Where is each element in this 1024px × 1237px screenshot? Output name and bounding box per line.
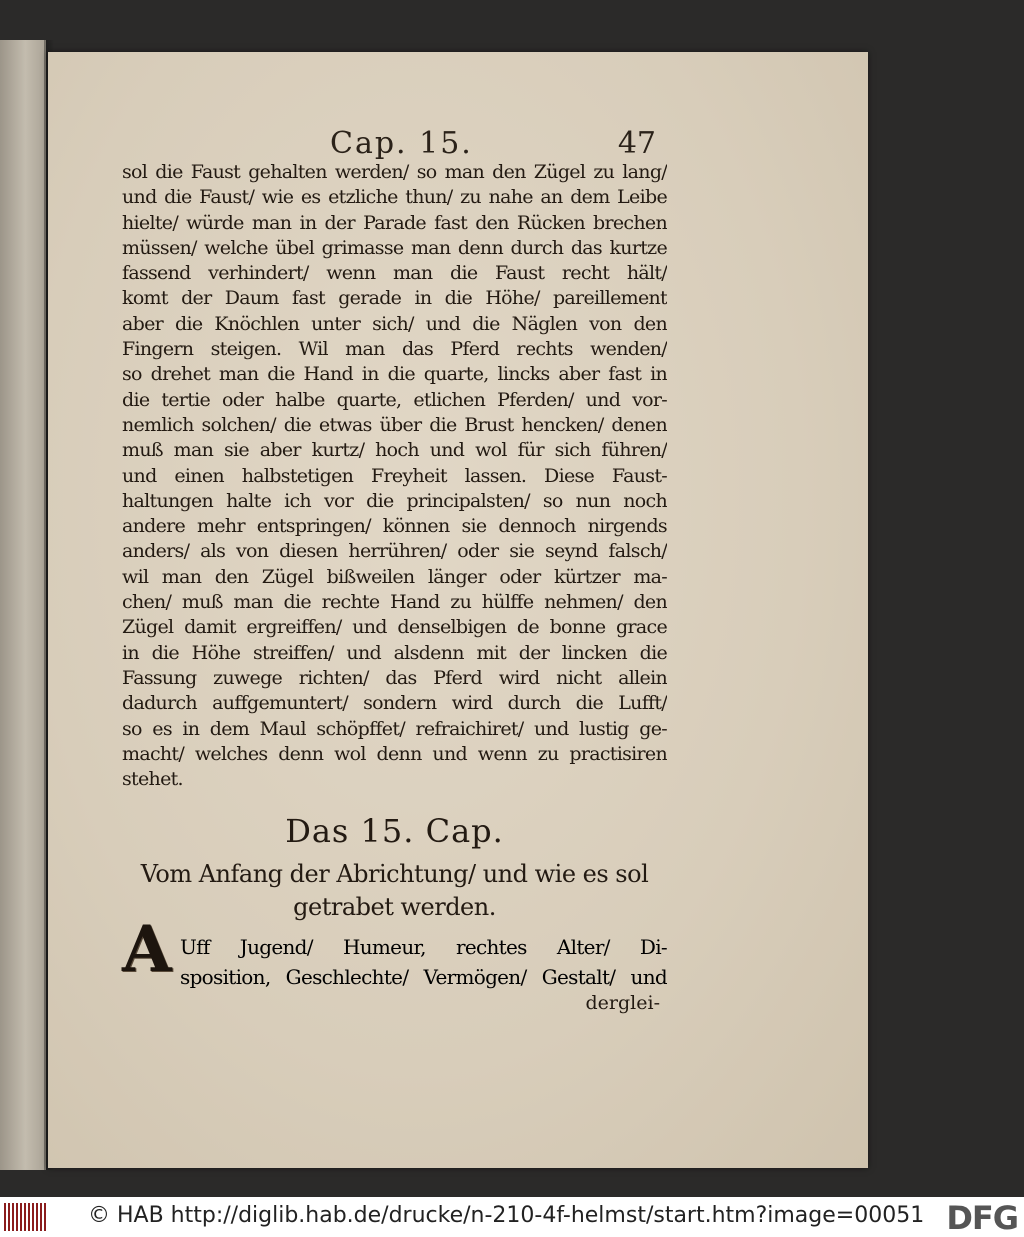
page-header — [330, 126, 660, 162]
text-line: fassend verhindert/ wenn man die Faust recht hält/ — [122, 262, 667, 285]
text-line: sol die Faust gehalten werden/ so man den Zügel zu lang/ — [122, 161, 667, 183]
running-head: Cap. 15. — [330, 126, 473, 161]
text-line: aber die Knöchlen unter sich/ und die Näglen von den — [122, 312, 667, 335]
text-line: hielte/ würde man in der Parade fast den Rücken brechen — [122, 211, 667, 234]
text-line: und die Faust/ wie es etzliche thun/ zu nahe an dem Leibe — [122, 186, 667, 209]
text-line: komt der Daum fast gerade in die Höhe/ pareillement — [122, 287, 667, 310]
text-line: stehet. — [122, 768, 183, 791]
text-line: Uff Jugend/ Humeur, rechtes Alter/ Di- — [180, 935, 667, 959]
text-line: macht/ welches denn wol denn und wenn zu practisiren — [122, 742, 667, 765]
adjacent-page-edge — [0, 40, 46, 1170]
text-line: so drehet man die Hand in die quarte, lincks aber fast in — [122, 363, 667, 386]
text-line: Fassung zuwege richten/ das Pferd wird nicht allein — [122, 666, 667, 689]
text-line: müssen/ welche übel grimasse man denn durch das kurtze — [122, 236, 667, 259]
heading-line: getrabet werden. — [293, 893, 496, 921]
catchword: derglei- — [585, 992, 660, 1014]
text-line: die tertie oder halbe quarte, etlichen Pferden/ und vor- — [122, 388, 667, 411]
footer-bar — [0, 1197, 1024, 1237]
text-line: so es in dem Maul schöpffet/ refraichiret/ und lustig ge- — [122, 717, 667, 740]
text-line: haltungen halte ich vor die principalsten/ so nun noch — [122, 489, 667, 512]
text-line: Fingern steigen. Wil man das Pferd rechts wenden/ — [122, 338, 667, 361]
page-number: 47 — [617, 126, 656, 161]
chapter-heading — [122, 858, 667, 924]
text-line: in die Höhe streiffen/ und alsdenn mit der lincken die — [122, 641, 667, 664]
dfg-logo: DFG — [946, 1199, 1018, 1237]
text-line: andere mehr entspringen/ können sie dennoch nirgends — [122, 515, 667, 538]
chapter-body — [180, 932, 667, 992]
text-line: dadurch auffgemuntert/ sondern wird durch die Lufft/ — [122, 692, 667, 715]
text-line: wil man den Zügel bißweilen länger oder kürtzer ma- — [122, 565, 667, 588]
text-line: nemlich solchen/ die etwas über die Brust hencken/ denen — [122, 413, 667, 436]
footer-copyright-link[interactable]: © HAB http://diglib.hab.de/drucke/n-210-4f-helmst/start.htm?image=00051 — [88, 1203, 925, 1228]
text-line: muß man sie aber kurtz/ hoch und wol für sich führen/ — [122, 439, 667, 462]
heading-line: Vom Anfang der Abrichtung/ und wie es sol — [140, 860, 649, 888]
text-line: chen/ muß man die rechte Hand zu hülffe nehmen/ den — [122, 591, 667, 614]
hab-barcode-icon — [4, 1203, 48, 1231]
chapter-title: Das 15. Cap. — [285, 812, 504, 850]
main-text-block — [122, 160, 667, 792]
text-line: Zügel damit ergreiffen/ und denselbigen de bonne grace — [122, 616, 667, 639]
text-line: und einen halbstetigen Freyheit lassen. Diese Faust- — [122, 464, 667, 487]
decorated-initial: A — [122, 912, 172, 987]
text-line: sposition, Geschlechte/ Vermögen/ Gestalt/ und — [180, 965, 667, 989]
text-line: anders/ als von diesen herrühren/ oder sie seynd falsch/ — [122, 540, 667, 563]
